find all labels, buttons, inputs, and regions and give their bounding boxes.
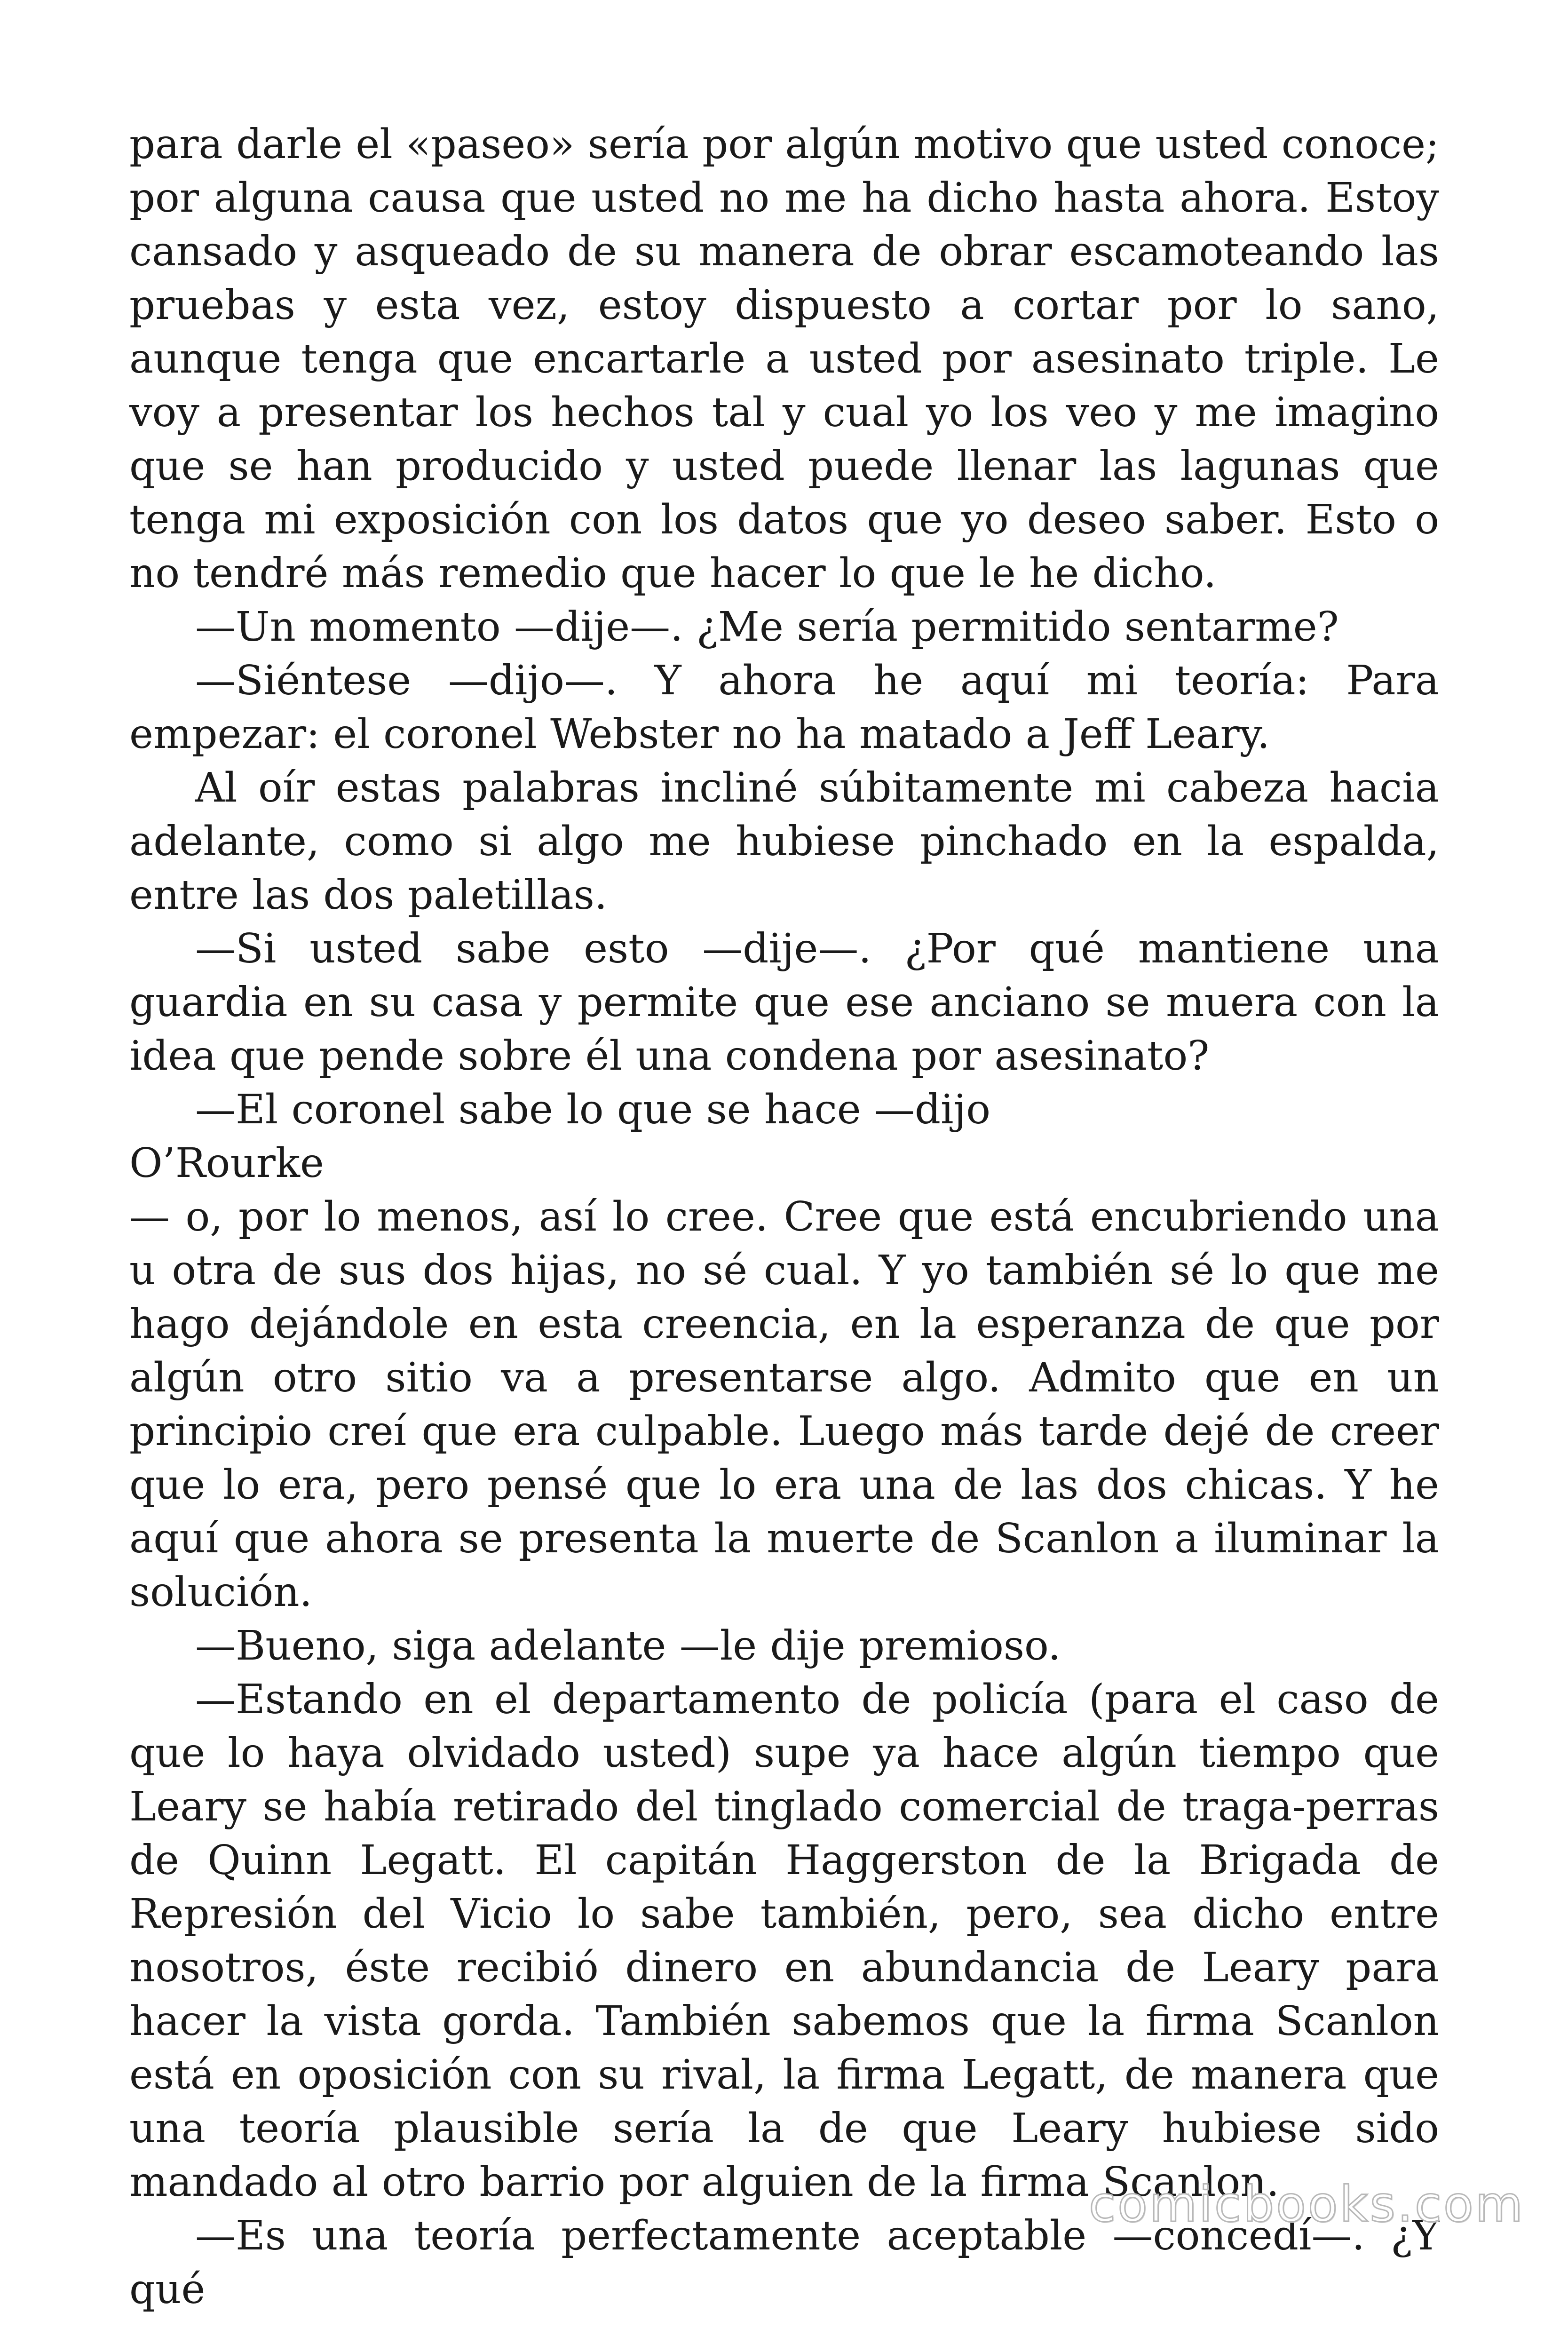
paragraph: —Bueno, siga adelante —le dije premioso. <box>195 1622 1061 1669</box>
paragraph: —El coronel sabe lo que se hace —dijo <box>195 1086 990 1133</box>
paragraph: —Es una teoría perfectamente aceptable —concedí—. ¿Y qué <box>129 2212 1439 2313</box>
paragraph: — o, por lo menos, así lo cree. Cree que está encubriendo una u otra de sus dos hijas, no sé cual. Y yo también sé lo que me hago dejándole en esta creencia, en la esperanza de que por algún otro sitio va a presentarse algo. Admito que en un principio creí que era culpable. Luego más tarde dejé de creer que lo era, pero pensé que lo era una de las dos chicas. Y he aquí que ahora se presenta la muerte de Scanlon a iluminar la solución. <box>129 1193 1439 1616</box>
paragraph: —Estando en el departamento de policía (para el caso de que lo haya olvidado usted) supe ya hace algún tiempo que Leary se había retirado del tinglado comercial de traga-perras de Quinn Legatt. El capitán Haggerston de la Brigada de Represión del Vicio lo sabe también, pero, sea dicho entre nosotros, éste recibió dinero en abundancia de Leary para hacer la vista gorda. También sabemos que la firma Scanlon está en oposición con su rival, la firma Legatt, de manera que una teoría plausible sería la de que Leary hubiese sido mandado al otro barrio por alguien de la firma Scanlon. <box>129 1676 1439 2206</box>
watermark: comicbooks.com <box>1088 2176 1525 2233</box>
paragraph: Al oír estas palabras incliné súbitamente mi cabeza hacia adelante, como si algo me hubiese pinchado en la espalda, entre las dos paletillas. <box>129 764 1439 919</box>
paragraph: para darle el «paseo» sería por algún motivo que usted conoce; por alguna causa que usted no me ha dicho hasta ahora. Estoy cansado y asqueado de su manera de obrar escamoteando las pruebas y esta vez, estoy dispuesto a cortar por lo sano, aunque tenga que encartarle a usted por asesinato triple. Le voy a presentar los hechos tal y cual yo los veo y me imagino que se han producido y usted puede llenar las lagunas que tenga mi exposición con los datos que yo deseo saber. Esto o no tendré más remedio que hacer lo que le he dicho. <box>129 121 1439 597</box>
paragraph: O’Rourke <box>129 1140 324 1187</box>
paragraph: —Si usted sabe esto —dije—. ¿Por qué mantiene una guardia en su casa y permite que ese anciano se muera con la idea que pende sobre él una condena por asesinato? <box>129 925 1439 1080</box>
page-text-body <box>129 118 1439 2316</box>
paragraph: —Siéntese —dijo—. Y ahora he aquí mi teoría: Para empezar: el coronel Webster no ha matado a Jeff Leary. <box>129 657 1439 758</box>
paragraph: —Un momento —dije—. ¿Me sería permitido sentarme? <box>195 604 1339 651</box>
